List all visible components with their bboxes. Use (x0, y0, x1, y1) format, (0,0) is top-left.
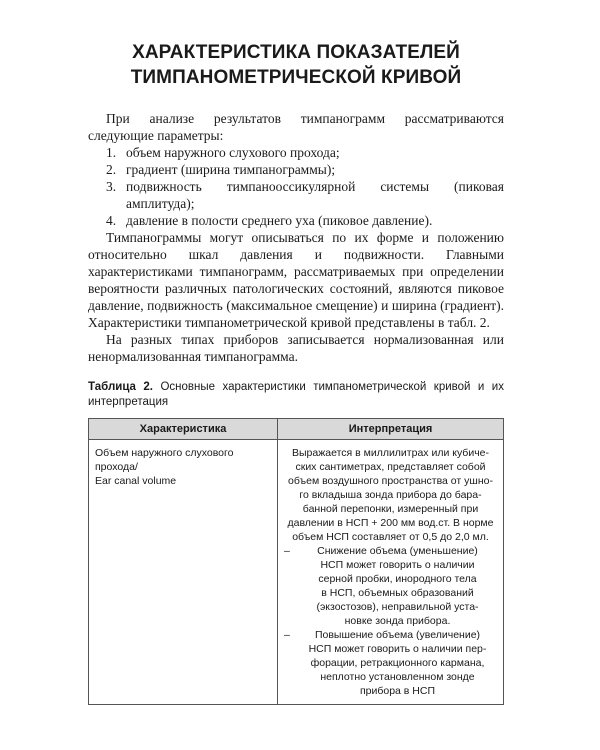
table-caption-label: Таблица 2. (88, 381, 153, 393)
parameter-item (88, 161, 504, 178)
bullet-line: Повышение объема (увеличение) (314, 629, 481, 641)
description-line: банной перепонки, измеренный при (302, 503, 479, 515)
parameters-list (88, 144, 504, 229)
bullet-line: Снижение объема (уменьшение) (317, 545, 478, 557)
tympanogram-paragraph: Тимпанограммы могут описываться по их форме и положению относительно шкал давления и подвижности. Главными характеристиками тимпанограмм, рассматриваемых при определении вероятности различных патологических состояний, являются пиковое давление, подвижность (максимальное смещение) и ширина (градиент). Характеристики тимпанометрической кривой представлены в табл. 2. (88, 230, 504, 330)
interpretation-bullets (284, 544, 497, 698)
bullet-line: неплотно установленном зонде (320, 671, 475, 683)
parameter-number: 1. (106, 145, 117, 160)
bullet-line: форации, ретракционного кармана, (310, 657, 485, 669)
section-title-line-1: ХАРАКТЕРИСТИКА ПОКАЗАТЕЛЕЙ (132, 42, 460, 63)
bullet-line: новке зонда прибора. (344, 615, 451, 627)
characteristic-line: Объем наружного слухового (95, 447, 234, 459)
table-caption-text: Основные характеристики тимпанометрической кривой и их интерпретация (88, 381, 504, 408)
characteristic-line: Ear canal volume (95, 475, 177, 487)
bullet-line: серной пробки, инородного тела (318, 573, 477, 585)
bullet-decrease (284, 544, 497, 628)
interpretation-cell (278, 440, 504, 705)
dash-mark: – (284, 629, 290, 641)
table-row (89, 440, 504, 705)
description-line: го вкладыша зонда прибора до бара- (299, 489, 482, 501)
parameter-number: 3. (106, 179, 117, 194)
document-page (88, 40, 504, 705)
bullet-increase (284, 628, 497, 698)
interpretation-description (284, 446, 497, 544)
parameter-text: объем наружного слухового прохода; (126, 145, 340, 160)
devices-paragraph: На разных типах приборов записывается нормализованная или ненормализованная тимпанограмма. (88, 332, 504, 364)
header-interpretation: Интерпретация (278, 419, 504, 440)
table-caption (88, 380, 504, 410)
header-characteristic: Характеристика (89, 419, 278, 440)
description-line: давлении в НСП + 200 мм вод.ст. В норме (287, 517, 494, 529)
parameter-item (88, 178, 504, 212)
characteristics-table (88, 418, 504, 705)
parameter-item (88, 212, 504, 229)
dash-mark: – (284, 545, 290, 557)
bullet-line: НСП может говорить о наличии пер- (308, 643, 487, 655)
table-header-row (89, 419, 504, 440)
characteristic-cell (89, 440, 278, 705)
intro-paragraph: При анализе результатов тимпанограмм рассматриваются следующие параметры: (88, 111, 504, 143)
section-title (88, 40, 504, 90)
parameter-item (88, 144, 504, 161)
description-line: объем НСП составляет от 0,5 до 2,0 мл. (292, 531, 489, 543)
bullet-line: в НСП, объемных образований (321, 587, 474, 599)
characteristic-line: прохода/ (95, 461, 138, 473)
description-line: ских сантиметрах, представляет собой (295, 461, 486, 473)
parameter-text: градиент (ширина тимпанограммы); (126, 162, 336, 177)
parameter-text: подвижность тимпанооссикулярной системы (пиковая амплитуда); (126, 179, 504, 211)
description-line: объем воздушного пространства от ушно- (288, 475, 493, 487)
description-line: Выражается в миллилитрах или кубиче- (291, 447, 489, 459)
section-title-line-2: ТИМПАНОМЕТРИЧЕСКОЙ КРИВОЙ (130, 67, 462, 88)
bullet-line: НСП может говорить о наличии (320, 559, 475, 571)
parameter-number: 2. (106, 162, 117, 177)
parameter-number: 4. (106, 213, 117, 228)
parameter-text: давление в полости среднего уха (пиковое давление). (126, 213, 433, 228)
bullet-line: прибора в НСП (359, 685, 436, 697)
bullet-line: (экзостозов), неправильной уста- (316, 601, 479, 613)
